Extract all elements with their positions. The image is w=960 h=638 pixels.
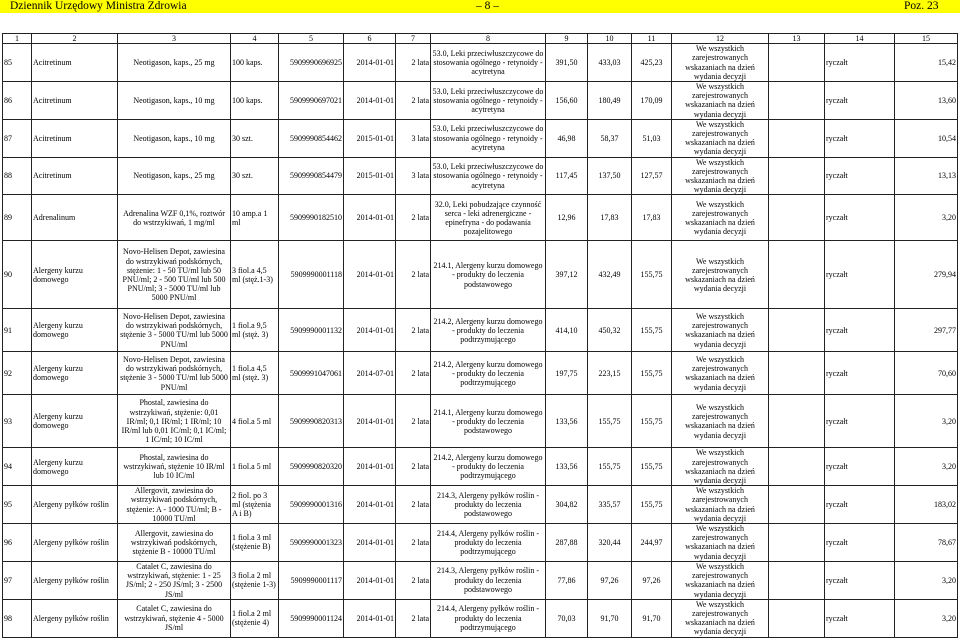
- table-cell: 91,70: [632, 599, 672, 637]
- table-cell: 10 amp.a 1 ml: [231, 195, 279, 241]
- column-number: 8: [431, 34, 546, 44]
- table-cell: 2014-01-01: [344, 82, 396, 120]
- table-cell: 223,15: [588, 352, 632, 395]
- table-cell: We wszystkich zarejestrowanych wskazaniach na dzień wydania decyzji: [672, 195, 769, 241]
- table-cell: 5909990001316: [279, 486, 344, 524]
- table-cell: 2 lata: [396, 486, 431, 524]
- table-cell: ryczałt: [825, 157, 895, 195]
- table-cell: 5909990854462: [279, 119, 344, 157]
- table-cell: 17,83: [588, 195, 632, 241]
- table-cell: 93: [3, 395, 32, 448]
- table-cell: We wszystkich zarejestrowanych wskazaniach na dzień wydania decyzji: [672, 119, 769, 157]
- table-cell: 3,20: [895, 561, 958, 599]
- position-number: Poz. 23: [904, 0, 939, 12]
- table-cell: 5909990001323: [279, 524, 344, 562]
- table-cell: 1 fiol.a 4,5 ml (stęż. 3): [231, 352, 279, 395]
- table-row: [3, 119, 958, 157]
- table-cell: 214.1, Alergeny kurzu domowego - produkty do leczenia podstawowego: [431, 241, 546, 309]
- table-cell: Alergeny pyłków roślin: [32, 561, 118, 599]
- table-row: [3, 82, 958, 120]
- table-cell: 391,50: [546, 44, 588, 82]
- table-cell: 214.4, Alergeny pyłków roślin - produkty do leczenia podtrzymującego: [431, 599, 546, 637]
- table-cell: We wszystkich zarejestrowanych wskazaniach na dzień wydania decyzji: [672, 44, 769, 82]
- table-cell: 2014-01-01: [344, 395, 396, 448]
- table-row: [3, 157, 958, 195]
- table-cell: 53.0, Leki przeciwłuszczycowe do stosowania ogólnego - retynoidy - acytretyna: [431, 82, 546, 120]
- table-cell: 3,20: [895, 195, 958, 241]
- table-cell: ryczałt: [825, 524, 895, 562]
- table-cell: 5909990820320: [279, 448, 344, 486]
- table-cell: Alergeny pyłków roślin: [32, 524, 118, 562]
- table-cell: 97,26: [588, 561, 632, 599]
- table-cell: We wszystkich zarejestrowanych wskazaniach na dzień wydania decyzji: [672, 448, 769, 486]
- table-cell: 100 kaps.: [231, 82, 279, 120]
- table-cell: 5909990001118: [279, 241, 344, 309]
- column-number: 2: [32, 34, 118, 44]
- table-cell: [769, 119, 825, 157]
- table-cell: ryczałt: [825, 195, 895, 241]
- table-row: [3, 309, 958, 352]
- table-cell: 1 fiol.a 3 ml (stężenie B): [231, 524, 279, 562]
- table-cell: Alergeny pyłków roślin: [32, 599, 118, 637]
- table-cell: 304,82: [546, 486, 588, 524]
- table-cell: 95: [3, 486, 32, 524]
- table-cell: We wszystkich zarejestrowanych wskazaniach na dzień wydania decyzji: [672, 157, 769, 195]
- table-cell: 70,60: [895, 352, 958, 395]
- table-cell: 91,70: [588, 599, 632, 637]
- table-cell: 3,20: [895, 395, 958, 448]
- table-cell: 98: [3, 599, 32, 637]
- table-cell: 214.1, Alergeny kurzu domowego - produkty do leczenia podstawowego: [431, 395, 546, 448]
- column-number: 9: [546, 34, 588, 44]
- table-cell: 2014-01-01: [344, 448, 396, 486]
- table-cell: We wszystkich zarejestrowanych wskazaniach na dzień wydania decyzji: [672, 561, 769, 599]
- table-cell: ryczałt: [825, 395, 895, 448]
- table-cell: Neotigason, kaps., 25 mg: [118, 44, 231, 82]
- column-number: 11: [632, 34, 672, 44]
- column-number: 13: [769, 34, 825, 44]
- table-cell: 2 lata: [396, 82, 431, 120]
- column-number: 6: [344, 34, 396, 44]
- table-cell: 2 lata: [396, 395, 431, 448]
- table-row: [3, 241, 958, 309]
- column-number-row: [3, 34, 958, 44]
- table-cell: 58,37: [588, 119, 632, 157]
- column-number: 10: [588, 34, 632, 44]
- table-cell: 85: [3, 44, 32, 82]
- table-cell: 70,03: [546, 599, 588, 637]
- table-cell: 5909990697021: [279, 82, 344, 120]
- table-cell: Adrenalinum: [32, 195, 118, 241]
- table-cell: 214.3, Alergeny pyłków roślin - produkty do leczenia podstawowego: [431, 486, 546, 524]
- table-cell: 155,75: [588, 448, 632, 486]
- table-cell: 2014-01-01: [344, 486, 396, 524]
- table-cell: 2 lata: [396, 195, 431, 241]
- table-cell: 2014-01-01: [344, 309, 396, 352]
- table-cell: Novo-Helisen Depot, zawiesina do wstrzykiwań podskórnych, stężenie 3 - 5000 TU/ml lub 5000 PNU/ml: [118, 309, 231, 352]
- table-cell: 5909990182510: [279, 195, 344, 241]
- table-cell: 425,23: [632, 44, 672, 82]
- table-cell: 53.0, Leki przeciwłuszczycowe do stosowania ogólnego - retynoidy - acytretyna: [431, 44, 546, 82]
- table-cell: 214.2, Alergeny kurzu domowego - produkty do leczenia podtrzymującego: [431, 448, 546, 486]
- table-cell: 91: [3, 309, 32, 352]
- table-cell: 244,97: [632, 524, 672, 562]
- table-cell: ryczałt: [825, 309, 895, 352]
- table-cell: 1 fiol.a 2 ml (stężenie 4): [231, 599, 279, 637]
- table-cell: 214.2, Alergeny kurzu domowego - produkty do leczenia podtrzymującego: [431, 309, 546, 352]
- table-cell: Neotigason, kaps., 10 mg: [118, 82, 231, 120]
- table-cell: 87: [3, 119, 32, 157]
- table-cell: 2 lata: [396, 448, 431, 486]
- table-cell: 155,75: [632, 448, 672, 486]
- table-cell: 30 szt.: [231, 157, 279, 195]
- table-cell: ryczałt: [825, 561, 895, 599]
- table-cell: 94: [3, 448, 32, 486]
- table-cell: 397,12: [546, 241, 588, 309]
- table-row: [3, 395, 958, 448]
- table-cell: Alergeny kurzu domowego: [32, 448, 118, 486]
- table-cell: Acitretinum: [32, 82, 118, 120]
- table-cell: We wszystkich zarejestrowanych wskazaniach na dzień wydania decyzji: [672, 309, 769, 352]
- table-cell: [769, 561, 825, 599]
- table-cell: [769, 195, 825, 241]
- table-cell: ryczałt: [825, 448, 895, 486]
- table-cell: [769, 309, 825, 352]
- table-cell: 433,03: [588, 44, 632, 82]
- table-cell: 137,50: [588, 157, 632, 195]
- table-cell: 279,94: [895, 241, 958, 309]
- column-number: 7: [396, 34, 431, 44]
- table-cell: 2014-01-01: [344, 44, 396, 82]
- column-number: 14: [825, 34, 895, 44]
- column-number: 4: [231, 34, 279, 44]
- table-cell: [769, 82, 825, 120]
- table-cell: Alergeny pyłków roślin: [32, 486, 118, 524]
- table-cell: Allergovit, zawiesina do wstrzykiwań podskórnych, stężenie: A - 1000 TU/ml; B - 10000 TU/ml: [118, 486, 231, 524]
- table-cell: 2 lata: [396, 309, 431, 352]
- table-cell: 3 fiol.a 2 ml (stężenie 1-3): [231, 561, 279, 599]
- table-cell: 297,77: [895, 309, 958, 352]
- table-cell: 15,42: [895, 44, 958, 82]
- table-cell: 5909991047061: [279, 352, 344, 395]
- table-cell: Phostal, zawiesina do wstrzykiwań, stężenie 10 IR/ml lub 10 IC/ml: [118, 448, 231, 486]
- table-cell: Adrenalina WZF 0,1%, roztwór do wstrzykiwań, 1 mg/ml: [118, 195, 231, 241]
- table-row: [3, 486, 958, 524]
- table-cell: 117,45: [546, 157, 588, 195]
- table-cell: We wszystkich zarejestrowanych wskazaniach na dzień wydania decyzji: [672, 486, 769, 524]
- table-cell: ryczałt: [825, 599, 895, 637]
- table-cell: We wszystkich zarejestrowanych wskazaniach na dzień wydania decyzji: [672, 352, 769, 395]
- table-cell: Acitretinum: [32, 157, 118, 195]
- table-cell: Novo-Helisen Depot, zawiesina do wstrzykiwań podskórnych, stężenie 3 - 5000 TU/ml lub 5000 PNU/ml: [118, 352, 231, 395]
- table-cell: 5909990001132: [279, 309, 344, 352]
- table-cell: 5909990820313: [279, 395, 344, 448]
- table-cell: Neotigason, kaps., 10 mg: [118, 119, 231, 157]
- table-cell: 2 lata: [396, 352, 431, 395]
- table-cell: 53.0, Leki przeciwłuszczycowe do stosowania ogólnego - retynoidy - acytretyna: [431, 157, 546, 195]
- page-header: [0, 0, 960, 13]
- table-cell: 133,56: [546, 395, 588, 448]
- page-number: – 8 –: [476, 0, 499, 12]
- table-cell: 3,20: [895, 599, 958, 637]
- table-cell: Alergeny kurzu domowego: [32, 309, 118, 352]
- table-cell: 197,75: [546, 352, 588, 395]
- table-cell: Phostal, zawiesina do wstrzykiwań, stężenie: 0,01 IR/ml; 0,1 IR/ml; 1 IR/ml; 10 IR/ml lub 0,01 IC/ml; 0,1 IC/ml; 1 IC/ml; 10 IC/ml: [118, 395, 231, 448]
- column-number: 12: [672, 34, 769, 44]
- table-cell: 89: [3, 195, 32, 241]
- table-cell: 2014-01-01: [344, 524, 396, 562]
- table-cell: We wszystkich zarejestrowanych wskazaniach na dzień wydania decyzji: [672, 82, 769, 120]
- table-cell: 3 fiol.a 4,5 ml (stęż.1-3): [231, 241, 279, 309]
- table-cell: 183,02: [895, 486, 958, 524]
- table-cell: 4 fiol.a 5 ml: [231, 395, 279, 448]
- table-cell: 2015-01-01: [344, 119, 396, 157]
- table-cell: 88: [3, 157, 32, 195]
- table-cell: 3 lata: [396, 157, 431, 195]
- table-cell: 3,20: [895, 448, 958, 486]
- table-cell: 450,32: [588, 309, 632, 352]
- table-cell: ryczałt: [825, 44, 895, 82]
- table-cell: 155,75: [588, 395, 632, 448]
- table-cell: 97,26: [632, 561, 672, 599]
- table-row: [3, 195, 958, 241]
- table-cell: 96: [3, 524, 32, 562]
- table-cell: 180,49: [588, 82, 632, 120]
- table-cell: 127,57: [632, 157, 672, 195]
- journal-title: Dziennik Urzędowy Ministra Zdrowia: [10, 0, 187, 12]
- table-cell: We wszystkich zarejestrowanych wskazaniach na dzień wydania decyzji: [672, 395, 769, 448]
- table-cell: 53.0, Leki przeciwłuszczycowe do stosowania ogólnego - retynoidy - acytretyna: [431, 119, 546, 157]
- table-cell: [769, 486, 825, 524]
- table-cell: Catalet C, zawiesina do wstrzykiwań, stężenie: 1 - 25 JS/ml; 2 - 250 JS/ml; 3 - 2500 JS/ml: [118, 561, 231, 599]
- table-cell: 155,75: [632, 395, 672, 448]
- table-row: [3, 352, 958, 395]
- table-cell: 2 lata: [396, 561, 431, 599]
- table-cell: 1 fiol.a 9,5 ml (stęż. 3): [231, 309, 279, 352]
- table-cell: ryczałt: [825, 82, 895, 120]
- table-cell: 155,75: [632, 241, 672, 309]
- table-cell: 13,60: [895, 82, 958, 120]
- table-cell: [769, 524, 825, 562]
- table-cell: 2015-01-01: [344, 157, 396, 195]
- table-cell: 432,49: [588, 241, 632, 309]
- table-cell: 32.0, Leki pobudzające czynność serca - leki adrenergiczne - epinefryna - do podawania pozajelitowego: [431, 195, 546, 241]
- table-cell: 2014-01-01: [344, 599, 396, 637]
- table-cell: 214.4, Alergeny pyłków roślin - produkty do leczenia podtrzymującego: [431, 524, 546, 562]
- table-row: [3, 599, 958, 637]
- table-cell: 90: [3, 241, 32, 309]
- table-cell: 97: [3, 561, 32, 599]
- table-cell: Novo-Helisen Depot, zawiesina do wstrzykiwań podskórnych, stężenie: 1 - 50 TU/ml lub 50 PNU/ml; 2 - 500 TU/ml lub 500 PNU/ml; 3 - 5000 TU/ml lub 5000 PNU/ml: [118, 241, 231, 309]
- table-cell: Neotigason, kaps., 25 mg: [118, 157, 231, 195]
- table-cell: Alergeny kurzu domowego: [32, 241, 118, 309]
- table-cell: 13,13: [895, 157, 958, 195]
- table-cell: 1 fiol.a 5 ml: [231, 448, 279, 486]
- column-number: 3: [118, 34, 231, 44]
- table-cell: [769, 352, 825, 395]
- table-cell: Acitretinum: [32, 44, 118, 82]
- table-cell: We wszystkich zarejestrowanych wskazaniach na dzień wydania decyzji: [672, 524, 769, 562]
- table-cell: 320,44: [588, 524, 632, 562]
- table-cell: 155,75: [632, 486, 672, 524]
- table-cell: ryczałt: [825, 486, 895, 524]
- table-cell: 78,67: [895, 524, 958, 562]
- table-cell: 2 lata: [396, 241, 431, 309]
- table-cell: 77,86: [546, 561, 588, 599]
- column-number: 1: [3, 34, 32, 44]
- table-cell: 170,09: [632, 82, 672, 120]
- table-cell: 133,56: [546, 448, 588, 486]
- table-cell: 2014-01-01: [344, 241, 396, 309]
- table-row: [3, 561, 958, 599]
- table-cell: 86: [3, 82, 32, 120]
- table-cell: 214.2, Alergeny kurzu domowego - produkty do leczenia podtrzymującego: [431, 352, 546, 395]
- table-cell: Alergeny kurzu domowego: [32, 352, 118, 395]
- table-cell: 5909990001124: [279, 599, 344, 637]
- table-cell: [769, 395, 825, 448]
- table-cell: 155,75: [632, 352, 672, 395]
- table-cell: 414,10: [546, 309, 588, 352]
- table-cell: 2 lata: [396, 599, 431, 637]
- table-cell: [769, 448, 825, 486]
- table-cell: 51,03: [632, 119, 672, 157]
- table-cell: ryczałt: [825, 119, 895, 157]
- table-cell: 5909990001117: [279, 561, 344, 599]
- table-cell: 2 lata: [396, 524, 431, 562]
- table-cell: 155,75: [632, 309, 672, 352]
- table-cell: Allergovit, zawiesina do wstrzykiwań podskórnych, stężenie B - 10000 TU/ml: [118, 524, 231, 562]
- table-cell: Catalet C, zawiesina do wstrzykiwań, stężenie 4 - 5000 JS/ml: [118, 599, 231, 637]
- table-cell: ryczałt: [825, 241, 895, 309]
- table-cell: ryczałt: [825, 352, 895, 395]
- table-cell: 2014-01-01: [344, 195, 396, 241]
- table-cell: 2014-01-01: [344, 561, 396, 599]
- reimbursement-table: [2, 33, 958, 638]
- table-cell: We wszystkich zarejestrowanych wskazaniach na dzień wydania decyzji: [672, 241, 769, 309]
- table-cell: 2 lata: [396, 44, 431, 82]
- column-number: 5: [279, 34, 344, 44]
- table-body: [3, 44, 958, 637]
- table-cell: [769, 241, 825, 309]
- table-cell: [769, 44, 825, 82]
- table-cell: 92: [3, 352, 32, 395]
- table-row: [3, 44, 958, 82]
- table-row: [3, 524, 958, 562]
- column-number: 15: [895, 34, 958, 44]
- table-cell: 10,54: [895, 119, 958, 157]
- table-cell: Acitretinum: [32, 119, 118, 157]
- table-cell: 17,83: [632, 195, 672, 241]
- table-cell: [769, 599, 825, 637]
- table-cell: 2 fiol. po 3 ml (stężenia A i B): [231, 486, 279, 524]
- table-cell: 5909990854479: [279, 157, 344, 195]
- table-cell: 214.3, Alergeny pyłków roślin - produkty do leczenia podstawowego: [431, 561, 546, 599]
- table-cell: 46,98: [546, 119, 588, 157]
- table-cell: 335,57: [588, 486, 632, 524]
- table-cell: 287,88: [546, 524, 588, 562]
- table-cell: 2014-07-01: [344, 352, 396, 395]
- table-cell: 100 kaps.: [231, 44, 279, 82]
- table-cell: 5909990696925: [279, 44, 344, 82]
- table-cell: 3 lata: [396, 119, 431, 157]
- table-cell: 30 szt.: [231, 119, 279, 157]
- table-cell: 156,60: [546, 82, 588, 120]
- table-cell: [769, 157, 825, 195]
- table-cell: We wszystkich zarejestrowanych wskazaniach na dzień wydania decyzji: [672, 599, 769, 637]
- table-cell: 12,96: [546, 195, 588, 241]
- table-cell: Alergeny kurzu domowego: [32, 395, 118, 448]
- table-row: [3, 448, 958, 486]
